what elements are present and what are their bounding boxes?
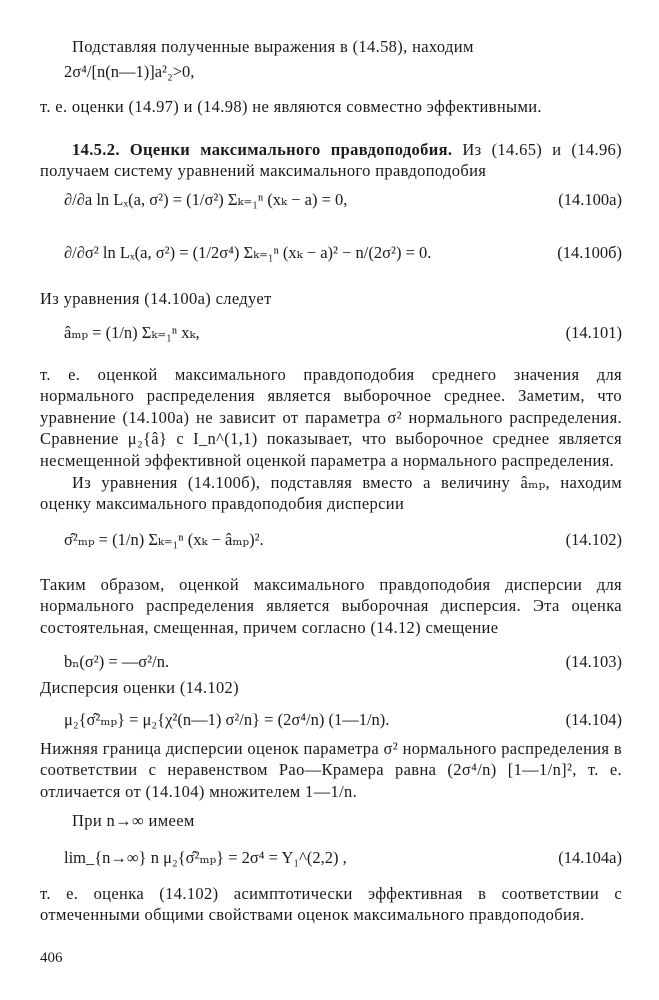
page-number: 406 <box>40 950 63 966</box>
equation-number-14-101: (14.101) <box>565 323 622 342</box>
equation-number-14-104a: (14.104а) <box>558 848 622 867</box>
formula-14-103: bₙ(σ²) = —σ²/n. <box>64 652 170 671</box>
paragraph-rao-cramer: Нижняя граница дисперсии оценок параметра σ² нормального распределения в соответствии с неравенством Рао—Крамера равна (2σ⁴/n) [1—1/n]², т. е. отличается от (14.104) множителем 1—1/n. <box>40 739 622 801</box>
formula-inequality: 2σ⁴/[n(n—1)]a²₂>0, <box>64 62 195 81</box>
equation-number-14-100a: (14.100а) <box>558 190 622 209</box>
formula-14-104a: lim_{n→∞} n μ₂{σ̂²ₘₚ} = 2σ⁴ = Υ₁^(2,2) , <box>64 848 347 867</box>
formula-14-101: âₘₚ = (1/n) Σₖ₌₁ⁿ xₖ, <box>64 323 200 342</box>
equation-number-14-100b: (14.100б) <box>557 243 622 262</box>
paragraph-variance-intro: Из уравнения (14.100б), подставляя вместо a величину âₘₚ, находим оценку максимального правдоподобия дисперсии <box>40 473 622 514</box>
paragraph-1: Подставляя полученные выражения в (14.58), находим <box>72 37 474 56</box>
paragraph-from-equation: Из уравнения (14.100а) следует <box>40 289 272 308</box>
paragraph-sample-mean: т. е. оценкой максимального правдоподобия среднего значения для нормального распределения является выборочное среднее. Заметим, что уравнение (14.100а) не зависит от параметра σ² нормального распределения. Сравнение μ₂{â} с I_n^(1,1) показывает, что выборочное среднее является несмещенной эффективной оценкой параметра a нормального распределения. <box>40 365 622 470</box>
paragraph-conclusion: т. е. оценка (14.102) асимптотически эффективная в соответствии с отмеченными общими свойствами оценок максимального правдоподобия. <box>40 884 622 925</box>
equation-number-14-102: (14.102) <box>565 530 622 549</box>
section-intro: Из (14.65) и (14.96) получаем систему уравнений максимального правдоподобия <box>40 140 622 181</box>
paragraph-limit-intro: При n→∞ имеем <box>72 811 195 830</box>
paragraph-2: т. е. оценки (14.97) и (14.98) не являются совместно эффективными. <box>40 97 542 116</box>
section-heading: 14.5.2. Оценки максимального правдоподобия. <box>72 140 453 159</box>
paragraph-estimate-variance: Дисперсия оценки (14.102) <box>40 678 239 697</box>
formula-14-104: μ₂{σ̂²ₘₚ} = μ₂{χ²(n—1) σ²/n} = (2σ⁴/n) (1—1/n). <box>64 710 390 729</box>
formula-14-100a: ∂/∂a ln Lₓ(a, σ²) = (1/σ²) Σₖ₌₁ⁿ (xₖ − a) = 0, <box>64 190 348 209</box>
equation-number-14-103: (14.103) <box>565 652 622 671</box>
paragraph-section-14-5-2 <box>40 139 622 182</box>
formula-14-100b: ∂/∂σ² ln Lₓ(a, σ²) = (1/2σ⁴) Σₖ₌₁ⁿ (xₖ − a)² − n/(2σ²) = 0. <box>64 243 432 262</box>
formula-14-102: σ̂²ₘₚ = (1/n) Σₖ₌₁ⁿ (xₖ − âₘₚ)². <box>64 530 264 549</box>
paragraph-sample-variance: Таким образом, оценкой максимального правдоподобия дисперсии для нормального распределения является выборочная дисперсия. Эта оценка состоятельная, смещенная, причем согласно (14.12) смещение <box>40 575 622 637</box>
equation-number-14-104: (14.104) <box>565 710 622 729</box>
